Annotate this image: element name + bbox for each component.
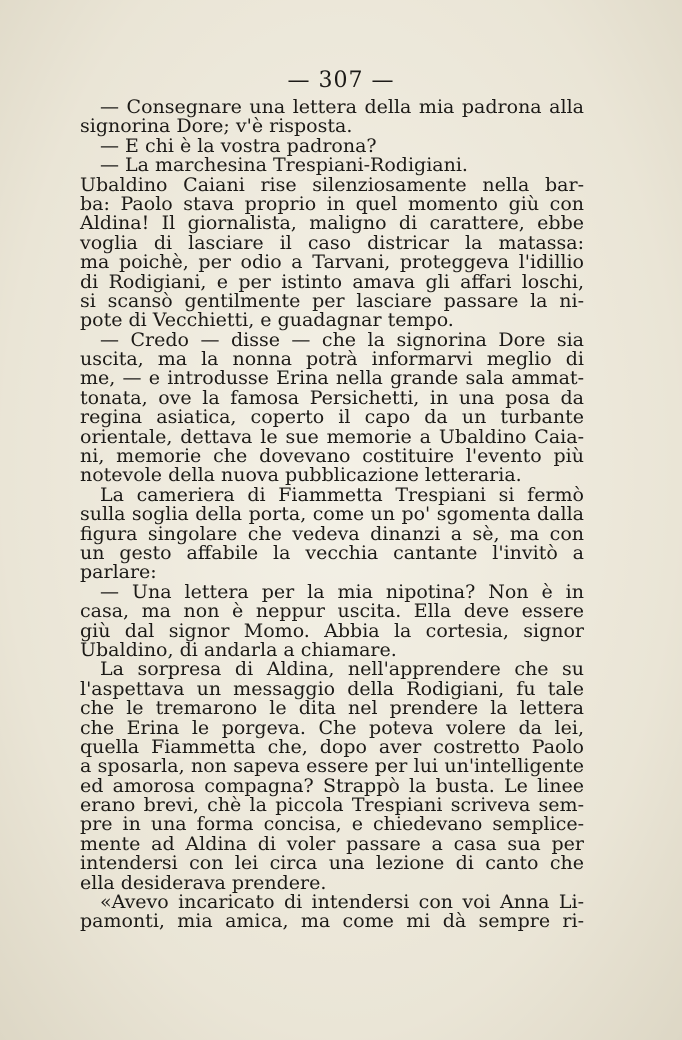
text-line: signorina Dore; v'è risposta.	[80, 115, 353, 138]
text-line: tonata, ove la famosa Persichetti, in una posa da	[80, 386, 584, 409]
text-line: erano brevi, chè la piccola Trespiani scriveva sem-	[80, 794, 584, 817]
text-line: — La marchesina Trespiani-Rodigiani.	[100, 154, 468, 177]
text-line: casa, ma non è neppur uscita. Ella deve essere	[80, 600, 584, 623]
text-line: uscita, ma la nonna potrà informarvi meglio di	[80, 348, 584, 371]
text-line: di Rodigiani, e per istinto amava gli affari loschi,	[80, 270, 584, 293]
text-line: Aldina! Il giornalista, maligno di carattere, ebbe	[80, 212, 584, 235]
text-line: voglia di lasciare il caso districar la matassa:	[80, 231, 584, 254]
text-line: — E chi è la vostra padrona?	[100, 134, 377, 157]
text-line: La cameriera di Fiammetta Trespiani si fermò	[100, 483, 584, 506]
text-line: giù dal signor Momo. Abbia la cortesia, signor	[80, 619, 584, 642]
text-line: notevole della nuova pubblicazione letteraria.	[80, 464, 522, 487]
text-line: che Erina le porgeva. Che poteva volere da lei,	[80, 716, 584, 739]
page-number: — 307 —	[287, 68, 395, 93]
text-line: «Avevo incaricato di intendersi con voi Anna Li-	[100, 891, 584, 914]
body-text	[80, 98, 584, 932]
text-line: ma poichè, per odio a Tarvani, proteggeva l'idillio	[80, 251, 584, 274]
text-line: me, — e introdusse Erina nella grande sala ammat-	[80, 367, 584, 390]
text-line: a sposarla, non sapeva essere per lui un'intelligente	[80, 755, 584, 778]
text-line: Ubaldino, di andarla a chiamare.	[80, 638, 397, 661]
text-line: intendersi con lei circa una lezione di canto che	[80, 852, 584, 875]
text-line: ni, memorie che dovevano costituire l'evento più	[80, 445, 584, 468]
text-line: mente ad Aldina di voler passare a casa sua per	[80, 832, 584, 855]
text-line: sulla soglia della porta, come un po' sgomenta dalla	[80, 503, 584, 526]
text-line: un gesto affabile la vecchia cantante l'invitò a	[80, 541, 584, 564]
text-line: pre in una forma concisa, e chiedevano semplice-	[80, 813, 584, 836]
text-line: La sorpresa di Aldina, nell'apprendere che su	[100, 658, 584, 681]
text-line: regina asiatica, coperto il capo da un turbante	[80, 406, 584, 429]
text-line: Ubaldino Caiani rise silenziosamente nella bar-	[80, 173, 584, 196]
text-line: si scansò gentilmente per lasciare passare la ni-	[80, 289, 584, 312]
text-line: che le tremarono le dita nel prendere la lettera	[80, 697, 584, 720]
text-line: orientale, dettava le sue memorie a Ubaldino Caia-	[80, 425, 584, 448]
text-line: ba: Paolo stava proprio in quel momento giù con	[80, 192, 584, 215]
text-line: — Credo — disse — che la signorina Dore sia	[100, 328, 584, 351]
text-line: quella Fiammetta che, dopo aver costretto Paolo	[80, 735, 584, 758]
text-line: — Consegnare una lettera della mia padrona alla	[100, 96, 584, 118]
text-line: pote di Vecchietti, e guadagnar tempo.	[80, 309, 454, 332]
text-line: figura singolare che vedeva dinanzi a sè, ma con	[80, 522, 584, 545]
text-line: ella desiderava prendere.	[80, 871, 327, 894]
text-line: pamonti, mia amica, ma come mi dà sempre ri-	[80, 910, 584, 933]
text-line: — Una lettera per la mia nipotina? Non è in	[100, 580, 584, 603]
text-line: parlare:	[80, 561, 157, 584]
text-line: l'aspettava un messaggio della Rodigiani, fu tale	[80, 677, 584, 700]
text-line: ed amorosa compagna? Strappò la busta. Le linee	[80, 774, 584, 797]
